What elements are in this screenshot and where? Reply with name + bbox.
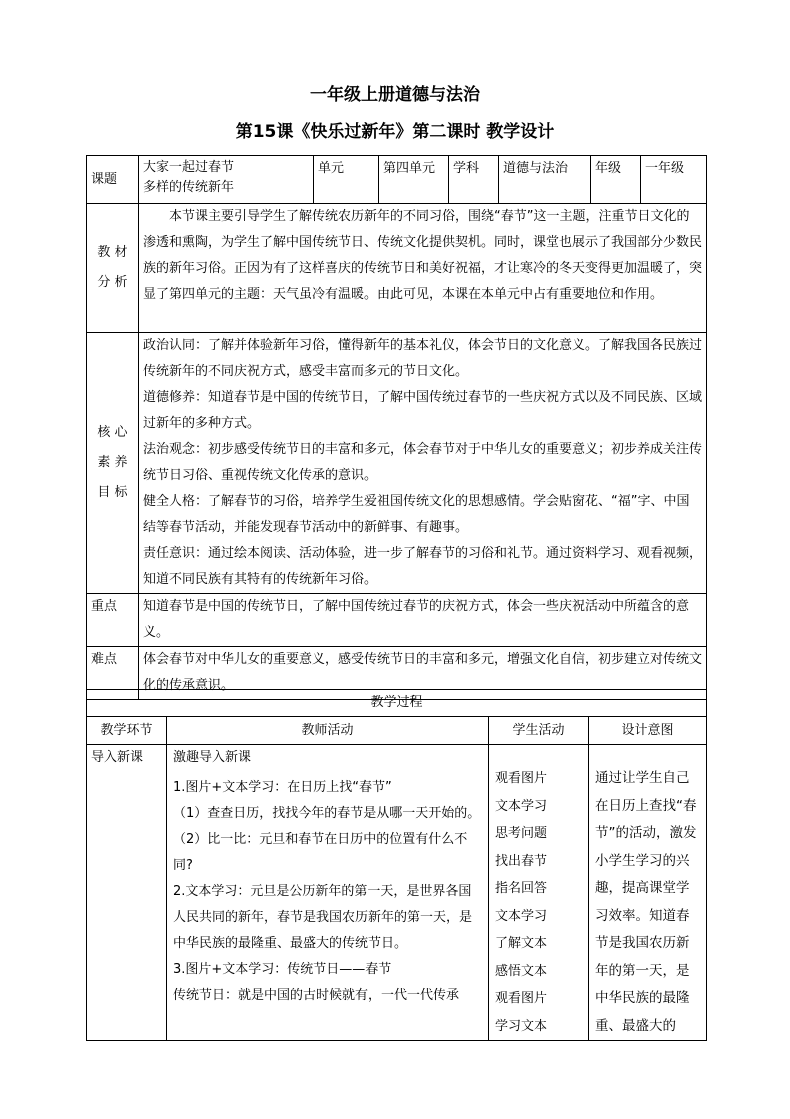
analysis-label: [87, 204, 139, 333]
design-intent: 通过让学生自己在日历上查找“春节”的活动，激发小学生学习的兴趣，提高课堂学习效率。知道春节是我国农历新年的第一天，是中华民族的最隆重、最盛大的: [589, 745, 707, 1041]
literacy-label-2: 素 养: [97, 455, 128, 470]
literacy-item-4: 健全人格：了解春节的习俗，培养学生爱祖国传统文化的思想感情。学会贴窗花、“福”字、中国结等春节活动，并能发现春节活动中的新鲜事、有趣事。: [143, 494, 690, 535]
analysis-label-1: 教 材: [97, 245, 128, 260]
student-activity: [489, 745, 589, 1041]
literacy-label-1: 核 心: [97, 425, 128, 440]
student-item: 了解文本: [495, 936, 548, 951]
teacher-line-2: 1.图片+文本学习：在日历上找“春节”: [173, 780, 392, 795]
literacy-item-5: 责任意识：通过绘本阅读、活动体验，进一步了解春节的习俗和礼节。通过资料学习、观看视频，知道不同民族有其特有的传统新年习俗。: [143, 546, 703, 587]
teacher-line-4: （2）比一比：元旦和春节在日历中的位置有什么不同?: [173, 832, 468, 873]
literacy-item-3: 法治观念：初步感受传统节日的丰富和多元，体会春节对于中华儿女的重要意义；初步养成关注传统节日习俗、重视传统文化传承的意识。: [143, 442, 703, 483]
literacy-item-2: 道德修养：知道春节是中国的传统节日，了解中国传统过春节的一些庆祝方式以及不同民族、区域过新年的多种方式。: [143, 390, 703, 431]
teacher-line-5: 2.文本学习：元旦是公历新年的第一天，是世界各国人民共同的新年，春节是我国农历新年的第一天，是中华民族的最隆重、最盛大的传统节日。: [173, 884, 473, 951]
subject-label: 学科: [449, 156, 499, 204]
student-item: 找出春节: [495, 853, 548, 869]
subject-value: 道德与法治: [499, 156, 591, 204]
literacy-item-1: 政治认同：了解并体验新年习俗，懂得新年的基本礼仪，体会节日的文化意义。了解我国各民族过传统新年的不同庆祝方式，感受丰富而多元的节日文化。: [143, 338, 703, 379]
col-stage: 教学环节: [87, 717, 167, 745]
teacher-activity: [167, 745, 489, 1041]
literacy-label: [87, 333, 139, 594]
student-item: 文本学习: [495, 798, 548, 814]
difficult-point-label: 难点: [87, 647, 139, 700]
analysis-label-2: 分 析: [97, 275, 128, 290]
topic-line-2: 多样的传统新年: [143, 180, 235, 195]
teacher-line-3: （1）查查日历，找找今年的春节是从哪一天开始的。: [173, 806, 481, 821]
teacher-line-1: 激趣导入新课: [173, 750, 252, 765]
student-item: 感悟文本: [495, 963, 548, 979]
analysis-text: 本节课主要引导学生了解传统农历新年的不同习俗，围绕“春节”这一主题，注重节日文化的渗透和熏陶，为学生了解中国传统节日、传统文化提供契机。同时，课堂也展示了我国部分少数民族的新年习俗。正因为有了这样喜庆的传统节日和美好祝福，才让寒冷的冬天变得更加温暖了，突显了第四单元的主题：天气虽冷有温暖。由此可见，本课在本单元中占有重要地位和作用。: [139, 204, 707, 333]
topic-line-1: 大家一起过春节: [143, 160, 235, 175]
student-item: 学习文本: [495, 1018, 548, 1034]
grade-label: 年级: [591, 156, 641, 204]
teaching-process-table: [86, 689, 707, 1041]
process-header: 教学过程: [87, 690, 707, 717]
teacher-line-7: 传统节日：就是中国的古时候就有，一代一代传承: [173, 988, 460, 1003]
student-item: 观看图片: [495, 771, 548, 786]
col-design: 设计意图: [589, 717, 707, 745]
grade-value: 一年级: [641, 156, 707, 204]
difficult-point-text: 体会春节对中华儿女的重要意义，感受传统节日的丰富和多元，增强文化自信，初步建立对传统文化的传承意识。: [139, 647, 707, 700]
doc-title: 一年级上册道德与法治: [310, 85, 480, 105]
student-item: 思考问题: [495, 826, 548, 841]
stage-cell: 导入新课: [87, 745, 167, 1041]
topic-label: 课题: [87, 156, 139, 204]
student-item: 观看图片: [495, 991, 548, 1006]
col-student: 学生活动: [489, 717, 589, 745]
literacy-label-3: 目 标: [97, 485, 128, 500]
student-item: 指名回答: [495, 881, 548, 896]
doc-subtitle: 第15课《快乐过新年》第二课时 教学设计: [235, 122, 555, 142]
topic-value: [139, 156, 314, 204]
key-point-text: 知道春节是中国的传统节日，了解中国传统过春节的庆祝方式，体会一些庆祝活动中所蕴含的意义。: [139, 594, 707, 647]
key-point-label: 重点: [87, 594, 139, 647]
teacher-line-6: 3.图片+文本学习：传统节日——春节: [173, 962, 392, 977]
col-teacher: 教师活动: [167, 717, 489, 745]
unit-value: 第四单元: [379, 156, 449, 204]
student-item: 文本学习: [495, 908, 548, 924]
literacy-text: [139, 333, 707, 594]
unit-label: 单元: [314, 156, 379, 204]
lesson-info-table: [86, 155, 707, 700]
